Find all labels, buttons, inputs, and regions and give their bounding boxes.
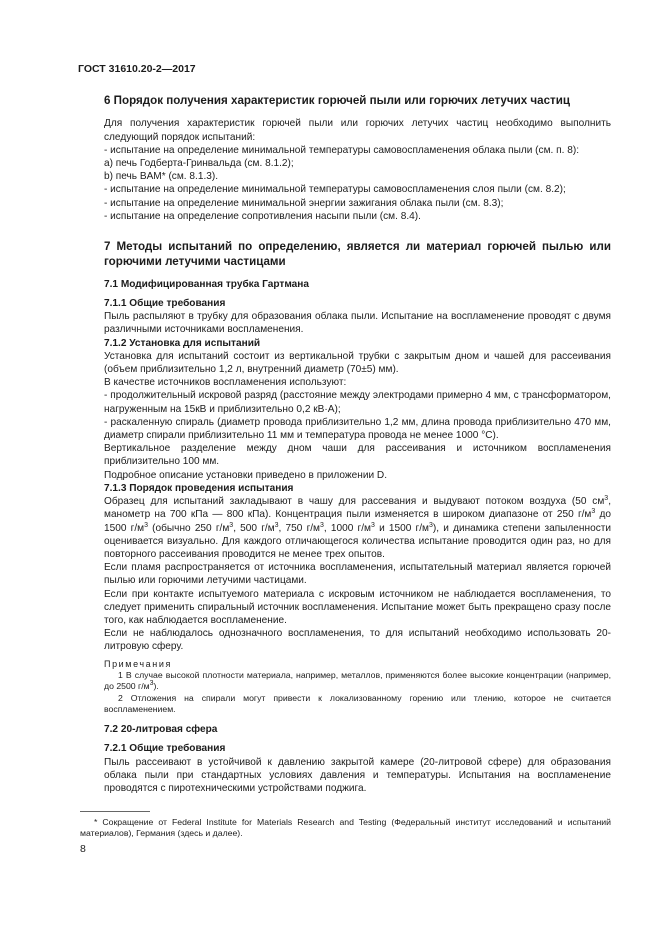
section-7-1-2-para: - раскаленную спираль (диаметр провода приблизительно 1,2 мм, длина провода приблизительно 470 мм, диаметр спирали приблизительно 11 мм и температура провода не менее 1000 °С). bbox=[104, 416, 611, 442]
section-7-1-3-para: Если не наблюдалось однозначного воспламенения, то для испытаний необходимо использовать 20-литровую сферу. bbox=[104, 628, 611, 653]
section-7-2-1-text: Пыль рассеивают в устойчивой к давлению закрытой камере (20-литровой сфере) для образования облака пыли при стандартных условиях давления и температуры. Испытания на воспламенение проводятся с пиротехническими устройствами поджига. bbox=[104, 756, 611, 795]
section-6-item: - испытание на определение минимальной температуры самовоспламенения облака пыли (см. п. 8): bbox=[104, 144, 579, 156]
section-7-1-2-para: Установка для испытаний состоит из вертикальной трубки с закрытым дном и чашей для рассеивания (объем приблизительно 1,2 л, внутренний диаметр (70±5) мм). bbox=[104, 350, 611, 376]
section-6-title: 6 Порядок получения характеристик горючей пыли или горючих летучих частиц bbox=[104, 94, 570, 107]
standard-header: ГОСТ 31610.20-2—2017 bbox=[78, 63, 196, 75]
page-number: 8 bbox=[80, 843, 86, 855]
footnote-divider bbox=[80, 811, 150, 812]
section-7-1-2-para: В качестве источников воспламенения используют: bbox=[104, 377, 347, 389]
note-2: 2 Отложения на спирали могут привести к локализованному горению или тлению, которое не считается воспламенением. bbox=[104, 692, 611, 714]
section-7-1-2-para: - продолжительный искровой разряд (расстояние между электродами примерно 4 мм, с трансформатором, нагруженным на 15кВ и приблизительно 0,2 кВ·А); bbox=[104, 390, 611, 415]
section-7-1-3-para-concentration: Образец для испытаний закладывают в чашу для рассевания и выдувают потоком воздуха (50 $см^3$, манометр на 700 кПа — 800 кПа). Концентрация пыли изменяется в широком диапазоне от 250 $г/м^3$ до 1500 $г/м^3$ (обычно 250 $г/м^3$, 500 $г/м^3$, 750 $г/м^3$, 1000 $г/м^3$ и 1500 $г/м^3$), и динамика степени запыленности оценивается визуально. Для каждого отличающегося количества испытание проводится один раз, но для повторного рассеивания проводится не менее трех опытов. bbox=[104, 495, 612, 560]
section-7-1-3-para: Если пламя распространяется от источника воспламенения, испытательный материал является горючей пылью или горючими летучими частицами. bbox=[104, 562, 611, 587]
note-1: 1 В случае высокой плотности материала, например, металлов, применяются более высокие концентрации (например, до 2500 $г/м^3$). bbox=[104, 670, 611, 692]
section-7-1-1-text: Пыль распыляют в трубку для образования облака пыли. Испытание на воспламенение проводят с двумя различными источниками воспламенения. bbox=[104, 311, 611, 336]
section-7-1-title: 7.1 Модифицированная трубка Гартмана bbox=[104, 278, 309, 290]
section-6-item: - испытание на определение минимальной температуры самовоспламенения слоя пыли (см. 8.2); bbox=[104, 184, 566, 196]
section-7-1-3-para: Если при контакте испытуемого материала с искровым источником не наблюдается воспламенения, то следует применить спиральный источник воспламенения. Испытание может быть прекращено сразу после того, как наблюдается воспламенение. bbox=[104, 588, 611, 626]
section-7-title: 7 Методы испытаний по определению, является ли материал горючей пылью или горючими летучими частицами bbox=[104, 240, 611, 269]
page-content bbox=[104, 93, 611, 795]
section-7-1-3-title: 7.1.3 Порядок проведения испытания bbox=[104, 482, 294, 494]
section-6-item: - испытание на определение минимальной энергии зажигания облака пыли (см. 8.3); bbox=[104, 197, 504, 209]
section-7-1-2-para: Подробное описание установки приведено в приложении D. bbox=[104, 469, 388, 481]
section-7-2-1-title: 7.2.1 Общие требования bbox=[104, 743, 226, 755]
section-6-item: - испытание на определение сопротивления насыпи пыли (см. 8.4). bbox=[104, 210, 421, 222]
section-7-1-1-title: 7.1.1 Общие требования bbox=[104, 298, 226, 310]
section-6-item: b) печь BAM* (см. 8.1.3). bbox=[104, 171, 219, 183]
section-6-item: а) печь Годберта-Гринвальда (см. 8.1.2); bbox=[104, 158, 294, 170]
footnote: * Сокращение от Federal Institute for Materials Research and Testing (Федеральный институт исследований и испытаний материалов), Германия (здесь и далее). bbox=[80, 817, 611, 839]
section-7-1-2-para: Вертикальное разделение между дном чаши для рассеивания и источником воспламенения приблизительно 100 мм. bbox=[104, 443, 611, 468]
notes-heading: Примечания bbox=[104, 658, 172, 669]
section-6-intro: Для получения характеристик горючей пыли или горючих летучих частиц необходимо выполнить следующий порядок испытаний: bbox=[104, 118, 611, 143]
section-7-1-2-title: 7.1.2 Установка для испытаний bbox=[104, 337, 261, 349]
section-7-2-title: 7.2 20-литровая сфера bbox=[104, 724, 218, 736]
